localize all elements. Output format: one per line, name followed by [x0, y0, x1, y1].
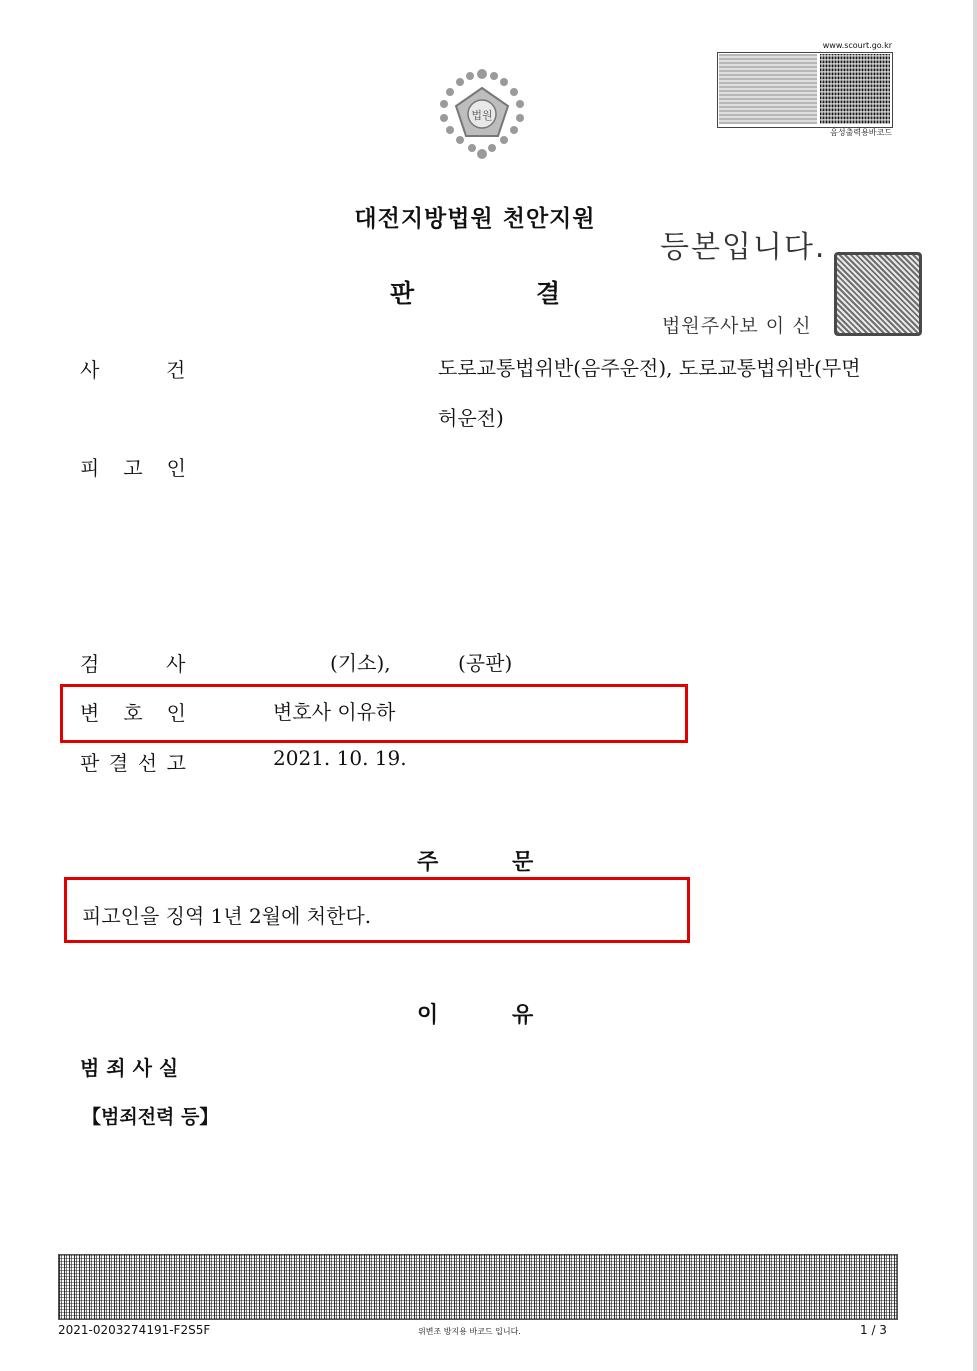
anti-forgery-barcode — [58, 1254, 898, 1320]
court-emblem-icon — [432, 66, 532, 161]
case-label-a: 사 — [80, 358, 100, 382]
reasons-title-a: 이 — [417, 1003, 439, 1028]
verdict-date-label — [80, 747, 186, 776]
prosecutor-label-a: 검 — [80, 652, 100, 676]
court-seal-icon — [834, 252, 922, 336]
crime-facts-heading: 범 죄 사 실 — [80, 1056, 179, 1080]
defendant-label-char: 고 — [123, 456, 143, 480]
title-left-char: 판 — [390, 279, 415, 308]
page-number: 1 / 3 — [860, 1323, 887, 1337]
order-title-a: 주 — [417, 850, 439, 875]
prosecutor-value-indictment: (기소), — [330, 651, 391, 675]
prosecutor-value-trial: (공판) — [458, 651, 513, 675]
case-label-b: 건 — [166, 358, 186, 382]
title-right-char: 결 — [536, 279, 561, 308]
case-value-line2: 허운전) — [438, 406, 504, 430]
verdict-date-value: 2021. 10. 19. — [273, 746, 407, 770]
defendant-label-char: 인 — [166, 456, 186, 480]
document-number: 2021-0203274191-F2S5F — [58, 1323, 211, 1337]
criminal-record-heading: 【범죄전력 등】 — [82, 1106, 219, 1128]
case-value-line1: 도로교통법위반(음주운전), 도로교통법위반(무면 — [438, 356, 861, 380]
audio-barcode-pattern — [719, 54, 817, 124]
barcode-note: 위변조 방지용 바코드 입니다. — [418, 1327, 521, 1336]
barcode-caption: 음성출력용바코드 — [830, 128, 892, 137]
emblem-text: 법원 — [471, 109, 493, 122]
counsel-value: 변호사 이유하 — [273, 700, 396, 724]
counsel-label-char: 변 — [80, 701, 100, 725]
defendant-label-char: 피 — [80, 456, 100, 480]
certified-copy-stamp: 등본입니다. — [660, 230, 827, 265]
court-name: 대전지방법원 천안지원 — [354, 206, 596, 232]
barcode-url: www.scourt.go.kr — [822, 41, 892, 50]
qr-code-icon — [820, 54, 890, 124]
counsel-label-char: 호 — [123, 701, 143, 725]
clerk-name: 법원주사보 이 신 — [662, 315, 812, 337]
verdict-date-label-char: 고 — [166, 751, 186, 775]
page-edge — [973, 0, 977, 1371]
verdict-date-label-char: 판 — [80, 751, 100, 775]
defendant-label — [80, 452, 186, 481]
verdict-date-label-char: 선 — [137, 751, 158, 775]
counsel-label-char: 인 — [166, 701, 186, 725]
order-text: 피고인을 징역 1년 2월에 처한다. — [82, 904, 372, 928]
counsel-label — [80, 697, 186, 726]
reasons-title-b: 유 — [512, 1003, 534, 1028]
prosecutor-label-b: 사 — [166, 652, 186, 676]
verdict-date-label-char: 결 — [108, 751, 129, 775]
order-title-b: 문 — [512, 850, 534, 875]
